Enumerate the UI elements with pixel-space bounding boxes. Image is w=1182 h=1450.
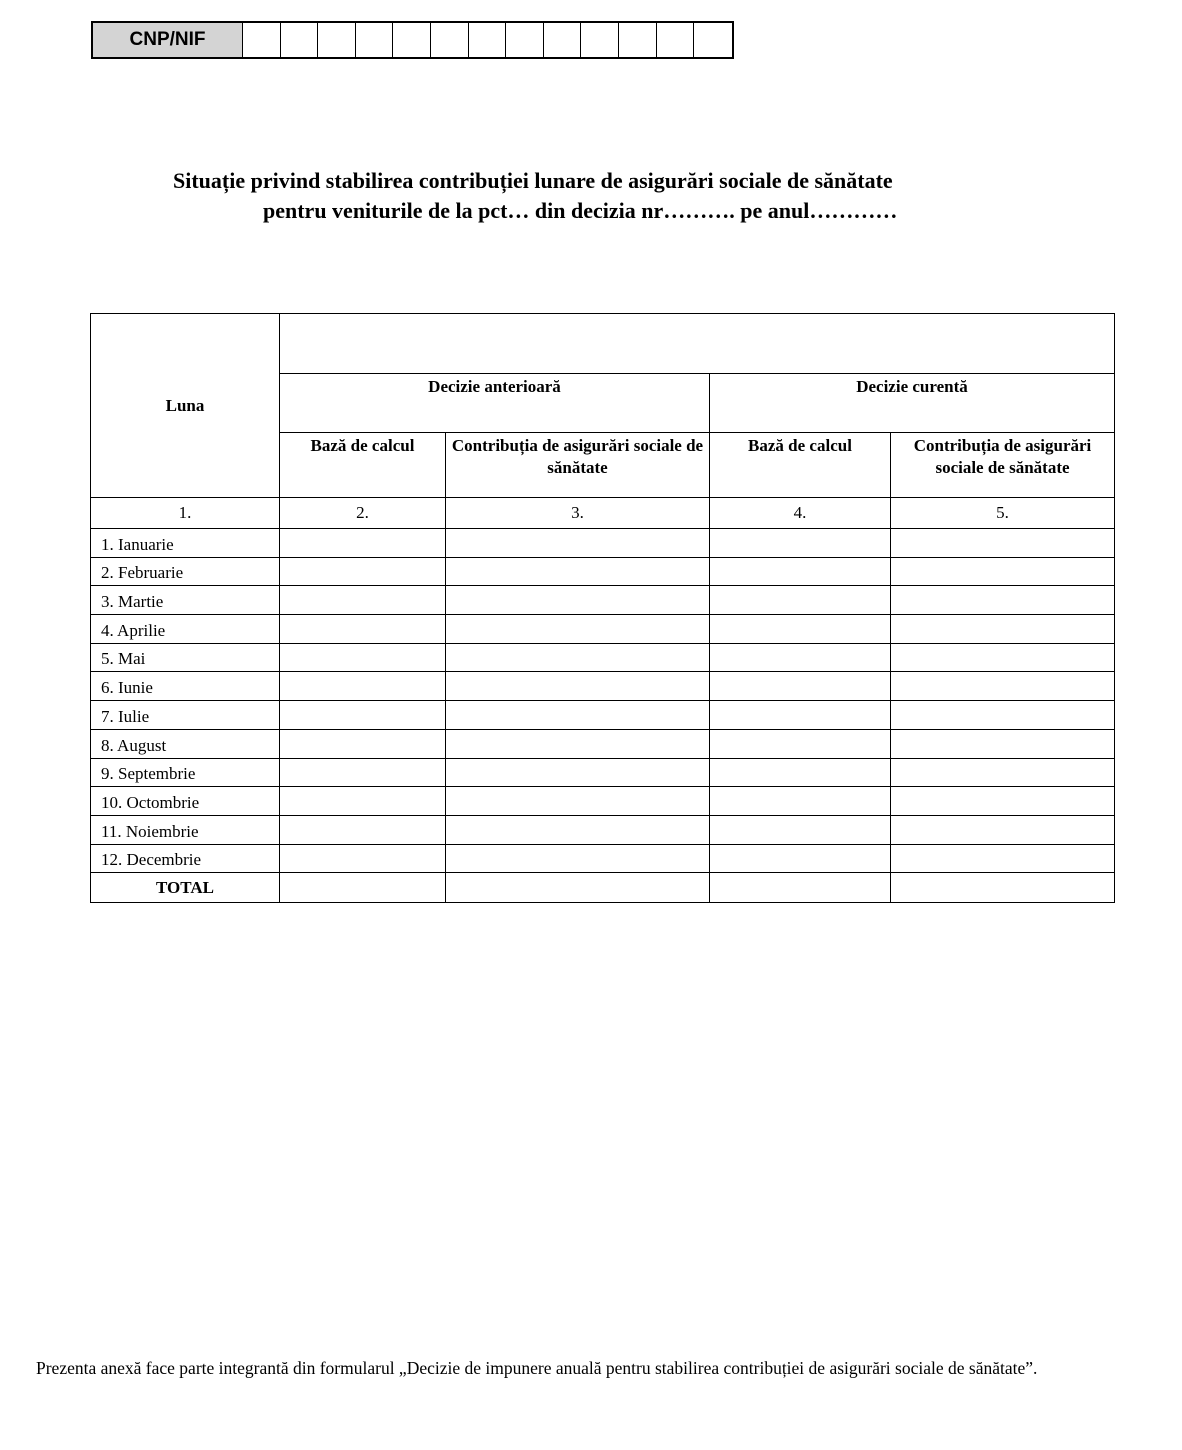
- value-cell[interactable]: [446, 586, 710, 615]
- document-title-line-2: pentru veniturile de la pct… din decizia nr………. pe anul…………: [263, 198, 898, 223]
- month-label: 9. Septembrie: [91, 758, 280, 787]
- value-cell[interactable]: [280, 529, 446, 558]
- total-cell[interactable]: [891, 873, 1115, 903]
- header-contributie-curr: Contribuția de asigurări sociale de sănătate: [891, 433, 1115, 498]
- value-cell[interactable]: [891, 844, 1115, 873]
- table-row: [91, 758, 1115, 787]
- value-cell[interactable]: [891, 787, 1115, 816]
- month-label: 7. Iulie: [91, 701, 280, 730]
- month-label: 3. Martie: [91, 586, 280, 615]
- value-cell[interactable]: [280, 815, 446, 844]
- value-cell[interactable]: [280, 844, 446, 873]
- table-row: [91, 787, 1115, 816]
- value-cell[interactable]: [710, 586, 891, 615]
- value-cell[interactable]: [446, 729, 710, 758]
- value-cell[interactable]: [710, 643, 891, 672]
- month-label: 11. Noiembrie: [91, 815, 280, 844]
- contribution-table: [90, 313, 1115, 903]
- value-cell[interactable]: [280, 586, 446, 615]
- value-cell[interactable]: [446, 643, 710, 672]
- column-number: 4.: [710, 498, 891, 529]
- month-label: 2. Februarie: [91, 557, 280, 586]
- table-row: [91, 729, 1115, 758]
- value-cell[interactable]: [446, 815, 710, 844]
- cnp-digit-cell[interactable]: [318, 23, 356, 57]
- value-cell[interactable]: [891, 643, 1115, 672]
- header-baza-prev: Bază de calcul: [280, 433, 446, 498]
- table-row: [91, 529, 1115, 558]
- value-cell[interactable]: [891, 729, 1115, 758]
- value-cell[interactable]: [280, 672, 446, 701]
- total-row: [91, 873, 1115, 903]
- value-cell[interactable]: [891, 529, 1115, 558]
- value-cell[interactable]: [710, 615, 891, 644]
- value-cell[interactable]: [446, 787, 710, 816]
- value-cell[interactable]: [280, 643, 446, 672]
- cnp-digit-cell[interactable]: [544, 23, 582, 57]
- cnp-digit-cell[interactable]: [469, 23, 507, 57]
- cnp-digit-cell[interactable]: [506, 23, 544, 57]
- value-cell[interactable]: [891, 815, 1115, 844]
- cnp-digit-cell[interactable]: [694, 23, 732, 57]
- value-cell[interactable]: [710, 529, 891, 558]
- header-contributie-prev: Contribuția de asigurări sociale de sănătate: [446, 433, 710, 498]
- value-cell[interactable]: [710, 701, 891, 730]
- value-cell[interactable]: [891, 701, 1115, 730]
- cnp-digit-cell[interactable]: [356, 23, 394, 57]
- table-row: [91, 586, 1115, 615]
- value-cell[interactable]: [280, 758, 446, 787]
- value-cell[interactable]: [280, 701, 446, 730]
- value-cell[interactable]: [891, 672, 1115, 701]
- value-cell[interactable]: [446, 615, 710, 644]
- value-cell[interactable]: [710, 672, 891, 701]
- cnp-digit-cell[interactable]: [281, 23, 319, 57]
- value-cell[interactable]: [710, 787, 891, 816]
- month-label: 4. Aprilie: [91, 615, 280, 644]
- cnp-nif-field: [91, 21, 734, 59]
- cnp-digit-cell[interactable]: [243, 23, 281, 57]
- column-number: 3.: [446, 498, 710, 529]
- total-cell[interactable]: [446, 873, 710, 903]
- value-cell[interactable]: [891, 758, 1115, 787]
- header-decizie-anterioara: Decizie anterioară: [280, 374, 710, 433]
- month-label: 12. Decembrie: [91, 844, 280, 873]
- value-cell[interactable]: [446, 844, 710, 873]
- table-row: [91, 815, 1115, 844]
- cnp-digit-cell[interactable]: [657, 23, 695, 57]
- table-row: [91, 615, 1115, 644]
- document-title-line-1: Situație privind stabilirea contribuției lunare de asigurări sociale de sănătate: [173, 168, 893, 193]
- month-label: 5. Mai: [91, 643, 280, 672]
- month-label: 6. Iunie: [91, 672, 280, 701]
- value-cell[interactable]: [446, 672, 710, 701]
- value-cell[interactable]: [280, 787, 446, 816]
- table-row: [91, 557, 1115, 586]
- cnp-digit-cell[interactable]: [581, 23, 619, 57]
- header-baza-curr: Bază de calcul: [710, 433, 891, 498]
- table-row: [91, 701, 1115, 730]
- value-cell[interactable]: [710, 729, 891, 758]
- value-cell[interactable]: [891, 615, 1115, 644]
- month-label: 1. Ianuarie: [91, 529, 280, 558]
- value-cell[interactable]: [710, 844, 891, 873]
- cnp-digit-cell[interactable]: [619, 23, 657, 57]
- value-cell[interactable]: [446, 529, 710, 558]
- value-cell[interactable]: [280, 729, 446, 758]
- table-row: [91, 844, 1115, 873]
- footer-note: Prezenta anexă face parte integrantă din formularul „Decizie de impunere anuală pentru stabilirea contribuției de asigurări sociale de sănătate”.: [36, 1358, 1038, 1378]
- month-label: 10. Octombrie: [91, 787, 280, 816]
- total-cell[interactable]: [710, 873, 891, 903]
- total-cell[interactable]: [280, 873, 446, 903]
- header-blank-band: [280, 314, 1115, 374]
- value-cell[interactable]: [710, 557, 891, 586]
- cnp-digit-cell[interactable]: [393, 23, 431, 57]
- cnp-digit-cell[interactable]: [431, 23, 469, 57]
- table-row: [91, 672, 1115, 701]
- value-cell[interactable]: [710, 815, 891, 844]
- value-cell[interactable]: [446, 557, 710, 586]
- cnp-nif-label: CNP/NIF: [93, 23, 243, 57]
- total-label: TOTAL: [91, 873, 280, 903]
- month-label: 8. August: [91, 729, 280, 758]
- value-cell[interactable]: [446, 701, 710, 730]
- table-row: [91, 643, 1115, 672]
- value-cell[interactable]: [710, 758, 891, 787]
- header-luna: Luna: [91, 314, 280, 498]
- value-cell[interactable]: [891, 557, 1115, 586]
- column-number: 5.: [891, 498, 1115, 529]
- value-cell[interactable]: [280, 557, 446, 586]
- column-number: 2.: [280, 498, 446, 529]
- column-number: 1.: [91, 498, 280, 529]
- value-cell[interactable]: [891, 586, 1115, 615]
- value-cell[interactable]: [280, 615, 446, 644]
- value-cell[interactable]: [446, 758, 710, 787]
- header-decizie-curenta: Decizie curentă: [710, 374, 1115, 433]
